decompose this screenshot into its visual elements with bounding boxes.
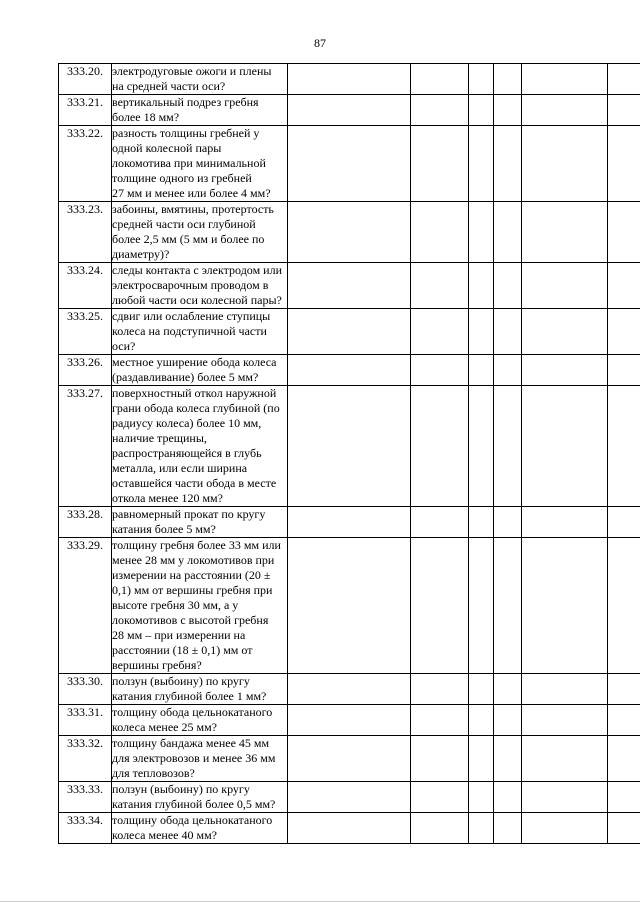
answer-cell[interactable]	[288, 202, 411, 263]
question-line: катания глубиной более 1 мм?	[112, 689, 267, 703]
item-number: 333.21.	[59, 95, 112, 126]
answer-cell[interactable]	[608, 782, 640, 813]
item-number: 333.20.	[59, 64, 112, 95]
answer-cell[interactable]	[469, 705, 494, 736]
answer-cell[interactable]	[288, 782, 411, 813]
question-line: вершины гребня?	[112, 658, 202, 672]
question-line: электродуговые ожоги и плены	[112, 64, 272, 78]
answer-cell[interactable]	[522, 263, 608, 309]
question-line: откола менее 120 мм?	[112, 491, 223, 505]
question-line: высоте гребня 30 мм, а у	[112, 598, 239, 612]
question-line: 0,1) мм от вершины гребня при	[112, 583, 273, 597]
item-question	[112, 813, 288, 844]
answer-cell[interactable]	[522, 309, 608, 355]
answer-cell[interactable]	[411, 64, 469, 95]
question-line: одной колесной пары	[112, 141, 222, 155]
question-line: вертикальный подрез гребня	[112, 95, 259, 109]
answer-cell[interactable]	[288, 95, 411, 126]
answer-cell[interactable]	[608, 674, 640, 705]
answer-cell[interactable]	[522, 538, 608, 674]
table-row	[59, 309, 640, 355]
item-question	[112, 95, 288, 126]
question-line: ползун (выбоину) по кругу	[112, 674, 250, 688]
question-line: электросварочным проводом в	[112, 278, 269, 292]
answer-cell[interactable]	[411, 95, 469, 126]
answer-cell[interactable]	[494, 309, 522, 355]
answer-cell[interactable]	[494, 736, 522, 782]
answer-cell[interactable]	[608, 355, 640, 386]
question-line: на средней части оси?	[112, 79, 226, 93]
question-line: ползун (выбоину) по кругу	[112, 782, 250, 796]
question-line: местное уширение обода колеса	[112, 355, 277, 369]
answer-cell[interactable]	[608, 309, 640, 355]
item-number: 333.27.	[59, 386, 112, 507]
question-line: локомотива при минимальной	[112, 156, 266, 170]
answer-cell[interactable]	[522, 355, 608, 386]
item-number: 333.31.	[59, 705, 112, 736]
table-row	[59, 355, 640, 386]
answer-cell[interactable]	[288, 705, 411, 736]
question-line: для электровозов и менее 36 мм	[112, 751, 276, 765]
answer-cell[interactable]	[288, 386, 411, 507]
question-line: расстоянии (18 ± 0,1) мм от	[112, 643, 253, 657]
answer-cell[interactable]	[469, 202, 494, 263]
question-line: средней части оси глубиной	[112, 217, 256, 231]
table-row	[59, 813, 640, 844]
answer-cell[interactable]	[411, 263, 469, 309]
answer-cell[interactable]	[522, 736, 608, 782]
answer-cell[interactable]	[608, 705, 640, 736]
question-line: диаметру)?	[112, 247, 170, 261]
item-question	[112, 263, 288, 309]
table-row	[59, 202, 640, 263]
question-line: металла, или если ширина	[112, 461, 248, 475]
answer-cell[interactable]	[494, 674, 522, 705]
answer-cell[interactable]	[411, 705, 469, 736]
table-row	[59, 126, 640, 202]
question-line: толщину гребня более 33 мм или	[112, 538, 281, 552]
question-line: (раздавливание) более 5 мм?	[112, 370, 259, 384]
answer-cell[interactable]	[469, 355, 494, 386]
table-row	[59, 736, 640, 782]
item-number: 333.28.	[59, 507, 112, 538]
question-line: забоины, вмятины, протертость	[112, 202, 274, 216]
answer-cell[interactable]	[469, 95, 494, 126]
answer-cell[interactable]	[288, 263, 411, 309]
answer-cell[interactable]	[411, 782, 469, 813]
answer-cell[interactable]	[469, 813, 494, 844]
question-line: распространяющейся в глубь	[112, 446, 262, 460]
item-question	[112, 538, 288, 674]
question-line: сдвиг или ослабление ступицы	[112, 309, 271, 323]
answer-cell[interactable]	[288, 507, 411, 538]
item-question	[112, 309, 288, 355]
answer-cell[interactable]	[494, 538, 522, 674]
answer-cell[interactable]	[469, 263, 494, 309]
answer-cell[interactable]	[494, 507, 522, 538]
answer-cell[interactable]	[608, 126, 640, 202]
answer-cell[interactable]	[608, 386, 640, 507]
answer-cell[interactable]	[411, 355, 469, 386]
question-line: колеса менее 25 мм?	[112, 720, 217, 734]
answer-cell[interactable]	[522, 705, 608, 736]
item-question	[112, 202, 288, 263]
table-row	[59, 64, 640, 95]
item-number: 333.34.	[59, 813, 112, 844]
answer-cell[interactable]	[411, 538, 469, 674]
table-row	[59, 674, 640, 705]
item-question	[112, 782, 288, 813]
item-question	[112, 705, 288, 736]
item-question	[112, 64, 288, 95]
item-number: 333.32.	[59, 736, 112, 782]
answer-cell[interactable]	[288, 736, 411, 782]
answer-cell[interactable]	[469, 674, 494, 705]
item-number: 333.33.	[59, 782, 112, 813]
answer-cell[interactable]	[288, 355, 411, 386]
answer-cell[interactable]	[608, 95, 640, 126]
answer-cell[interactable]	[522, 95, 608, 126]
answer-cell[interactable]	[288, 813, 411, 844]
answer-cell[interactable]	[288, 674, 411, 705]
answer-cell[interactable]	[494, 95, 522, 126]
question-line: толщину обода цельнокатаного	[112, 705, 273, 719]
question-line: измерении на расстоянии (20 ±	[112, 568, 271, 582]
answer-cell[interactable]	[522, 782, 608, 813]
question-line: толщину бандажа менее 45 мм	[112, 736, 270, 750]
answer-cell[interactable]	[608, 64, 640, 95]
answer-cell[interactable]	[469, 538, 494, 674]
item-number: 333.26.	[59, 355, 112, 386]
scan-edge	[0, 901, 640, 902]
answer-cell[interactable]	[411, 309, 469, 355]
question-line: поверхностный откол наружной	[112, 386, 277, 400]
answer-cell[interactable]	[522, 202, 608, 263]
answer-cell[interactable]	[411, 507, 469, 538]
item-number: 333.30.	[59, 674, 112, 705]
question-line: более 2,5 мм (5 мм и более по	[112, 232, 265, 246]
answer-cell[interactable]	[469, 126, 494, 202]
question-line: катания глубиной более 0,5 мм?	[112, 797, 276, 811]
question-line: грани обода колеса глубиной (по	[112, 401, 280, 415]
answer-cell[interactable]	[469, 736, 494, 782]
table-row	[59, 705, 640, 736]
question-line: более 18 мм?	[112, 110, 180, 124]
answer-cell[interactable]	[411, 202, 469, 263]
answer-cell[interactable]	[608, 263, 640, 309]
question-line: радиусу колеса) более 10 мм,	[112, 416, 262, 430]
question-line: локомотивов с высотой гребня	[112, 613, 269, 627]
item-number: 333.22.	[59, 126, 112, 202]
checklist-table	[58, 63, 640, 844]
answer-cell[interactable]	[494, 705, 522, 736]
item-number: 333.23.	[59, 202, 112, 263]
item-question	[112, 386, 288, 507]
answer-cell[interactable]	[288, 126, 411, 202]
answer-cell[interactable]	[494, 263, 522, 309]
answer-cell[interactable]	[608, 813, 640, 844]
question-line: разность толщины гребней у	[112, 126, 260, 140]
table-row	[59, 95, 640, 126]
table-row	[59, 538, 640, 674]
answer-cell[interactable]	[469, 782, 494, 813]
answer-cell[interactable]	[469, 64, 494, 95]
answer-cell[interactable]	[608, 507, 640, 538]
answer-cell[interactable]	[288, 309, 411, 355]
item-question	[112, 674, 288, 705]
table-row	[59, 507, 640, 538]
question-line: толщину обода цельнокатаного	[112, 813, 273, 827]
answer-cell[interactable]	[522, 813, 608, 844]
answer-cell[interactable]	[522, 507, 608, 538]
answer-cell[interactable]	[494, 782, 522, 813]
answer-cell[interactable]	[494, 386, 522, 507]
table-row	[59, 263, 640, 309]
answer-cell[interactable]	[411, 736, 469, 782]
item-number: 333.29.	[59, 538, 112, 674]
question-line: любой части оси колесной пары?	[112, 293, 282, 307]
question-line: наличие трещины,	[112, 431, 207, 445]
answer-cell[interactable]	[411, 813, 469, 844]
answer-cell[interactable]	[469, 309, 494, 355]
answer-cell[interactable]	[494, 202, 522, 263]
item-question	[112, 736, 288, 782]
question-line: следы контакта с электродом или	[112, 263, 282, 277]
question-line: менее 28 мм у локомотивов при	[112, 553, 275, 567]
answer-cell[interactable]	[411, 126, 469, 202]
question-line: 27 мм и менее или более 4 мм?	[112, 186, 271, 200]
question-line: оставшейся части обода в месте	[112, 476, 277, 490]
answer-cell[interactable]	[522, 674, 608, 705]
question-line: толщине одного из гребней	[112, 171, 252, 185]
item-number: 333.25.	[59, 309, 112, 355]
page-number: 87	[314, 36, 326, 50]
answer-cell[interactable]	[411, 386, 469, 507]
answer-cell[interactable]	[494, 126, 522, 202]
item-number: 333.24.	[59, 263, 112, 309]
question-line: оси?	[112, 339, 136, 353]
table-row	[59, 386, 640, 507]
item-question	[112, 355, 288, 386]
answer-cell[interactable]	[288, 64, 411, 95]
item-question	[112, 507, 288, 538]
table-body	[59, 64, 640, 844]
question-line: колеса на подступичной части	[112, 324, 267, 338]
question-line: равномерный прокат по кругу	[112, 507, 266, 521]
question-line: колеса менее 40 мм?	[112, 828, 217, 842]
answer-cell[interactable]	[469, 507, 494, 538]
answer-cell[interactable]	[608, 202, 640, 263]
answer-cell[interactable]	[608, 538, 640, 674]
answer-cell[interactable]	[494, 813, 522, 844]
answer-cell[interactable]	[469, 386, 494, 507]
answer-cell[interactable]	[522, 126, 608, 202]
answer-cell[interactable]	[522, 386, 608, 507]
question-line: 28 мм – при измерении на	[112, 628, 246, 642]
answer-cell[interactable]	[608, 736, 640, 782]
answer-cell[interactable]	[288, 538, 411, 674]
answer-cell[interactable]	[522, 64, 608, 95]
question-line: катания более 5 мм?	[112, 522, 216, 536]
question-line: для тепловозов?	[112, 766, 195, 780]
item-question	[112, 126, 288, 202]
table-row	[59, 782, 640, 813]
answer-cell[interactable]	[494, 355, 522, 386]
answer-cell[interactable]	[411, 674, 469, 705]
answer-cell[interactable]	[494, 64, 522, 95]
